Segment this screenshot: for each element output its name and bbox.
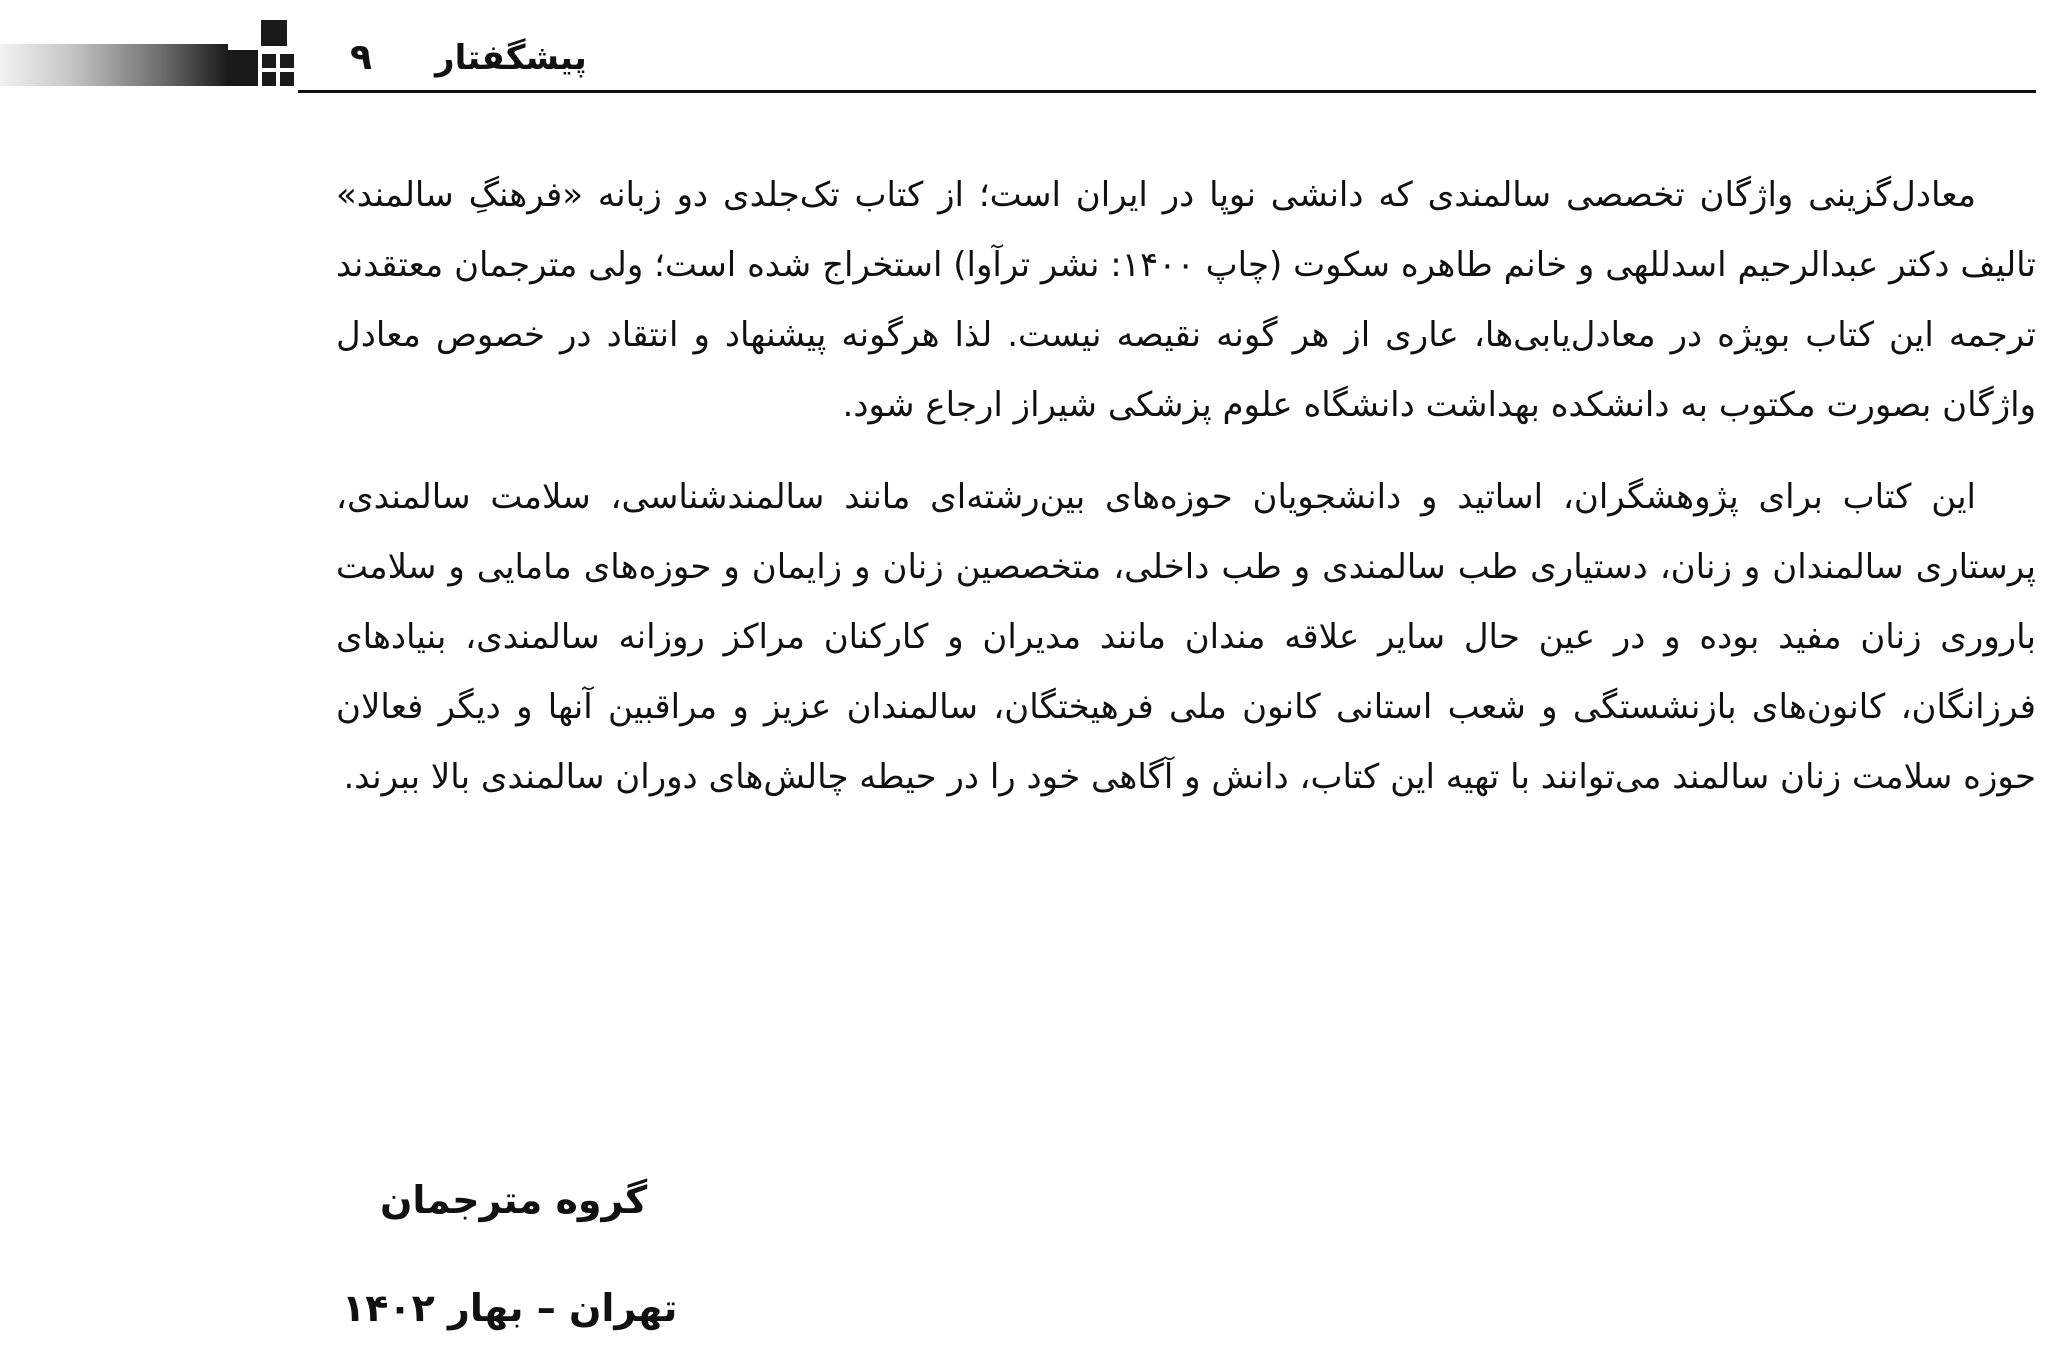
decor-block [228, 50, 258, 86]
signature-place-date: تهران – بهار ۱۴۰۲ [342, 1286, 678, 1330]
chapter-title: پیشگفتار [435, 38, 587, 78]
header-decorative-blocks [228, 20, 298, 88]
page-number: ۹ [350, 37, 372, 78]
page-header [0, 0, 2036, 95]
header-rule [298, 90, 2036, 93]
decor-block [280, 72, 294, 86]
paragraph-1: معادل‌گزینی واژگان تخصصی سالمندی که دانشی نوپا در ایران است؛ از کتاب تک‌جلدی دو زبانه «فرهنگِ سالمند» تالیف دکتر عبدالرحیم اسدللهی و خانم طاهره سکوت (چاپ ۱۴۰۰: نشر ترآوا) استخراج شده است؛ ولی مترجمان معتقدند ترجمه این کتاب بویژه در معادل‌یابی‌ها، عاری از هر گونه نقیصه نیست. لذا هرگونه پیشنهاد و انتقاد در خصوص معادل واژگان بصورت مکتوب به دانشکده بهداشت دانشگاه علوم پزشکی شیراز ارجاع شود. [336, 175, 2037, 425]
body-text [336, 160, 2036, 834]
decor-block [262, 72, 276, 86]
decor-block [261, 20, 287, 46]
decor-block [262, 54, 276, 68]
paragraph-2: این کتاب برای پژوهشگران، اساتید و دانشجویان حوزه‌های بین‌رشته‌ای مانند سالمندشناسی، سلامت سالمندی، پرستاری سالمندان و زنان، دستیاری طب سالمندی و طب داخلی، متخصصین زنان و زایمان و حوزه‌های مامایی و سلامت باروری زنان مفید بوده و در عین حال سایر علاقه مندان مانند مدیران و کارکنان مراکز روزانه سالمندی، بنیادهای فرزانگان، کانون‌های بازنشستگی و شعب استانی کانون ملی فرهیختگان، سالمندان عزیز و مراقبین آنها و دیگر فعالان حوزه سلامت زنان سالمند می‌توانند با تهیه این کتاب، دانش و آگاهی خود را در حیطه چالش‌های دوران سالمندی بالا ببرند. [336, 477, 2036, 797]
decor-block [280, 54, 294, 68]
signature-group: گروه مترجمان [380, 1178, 648, 1222]
header-gradient-bar [0, 44, 228, 86]
